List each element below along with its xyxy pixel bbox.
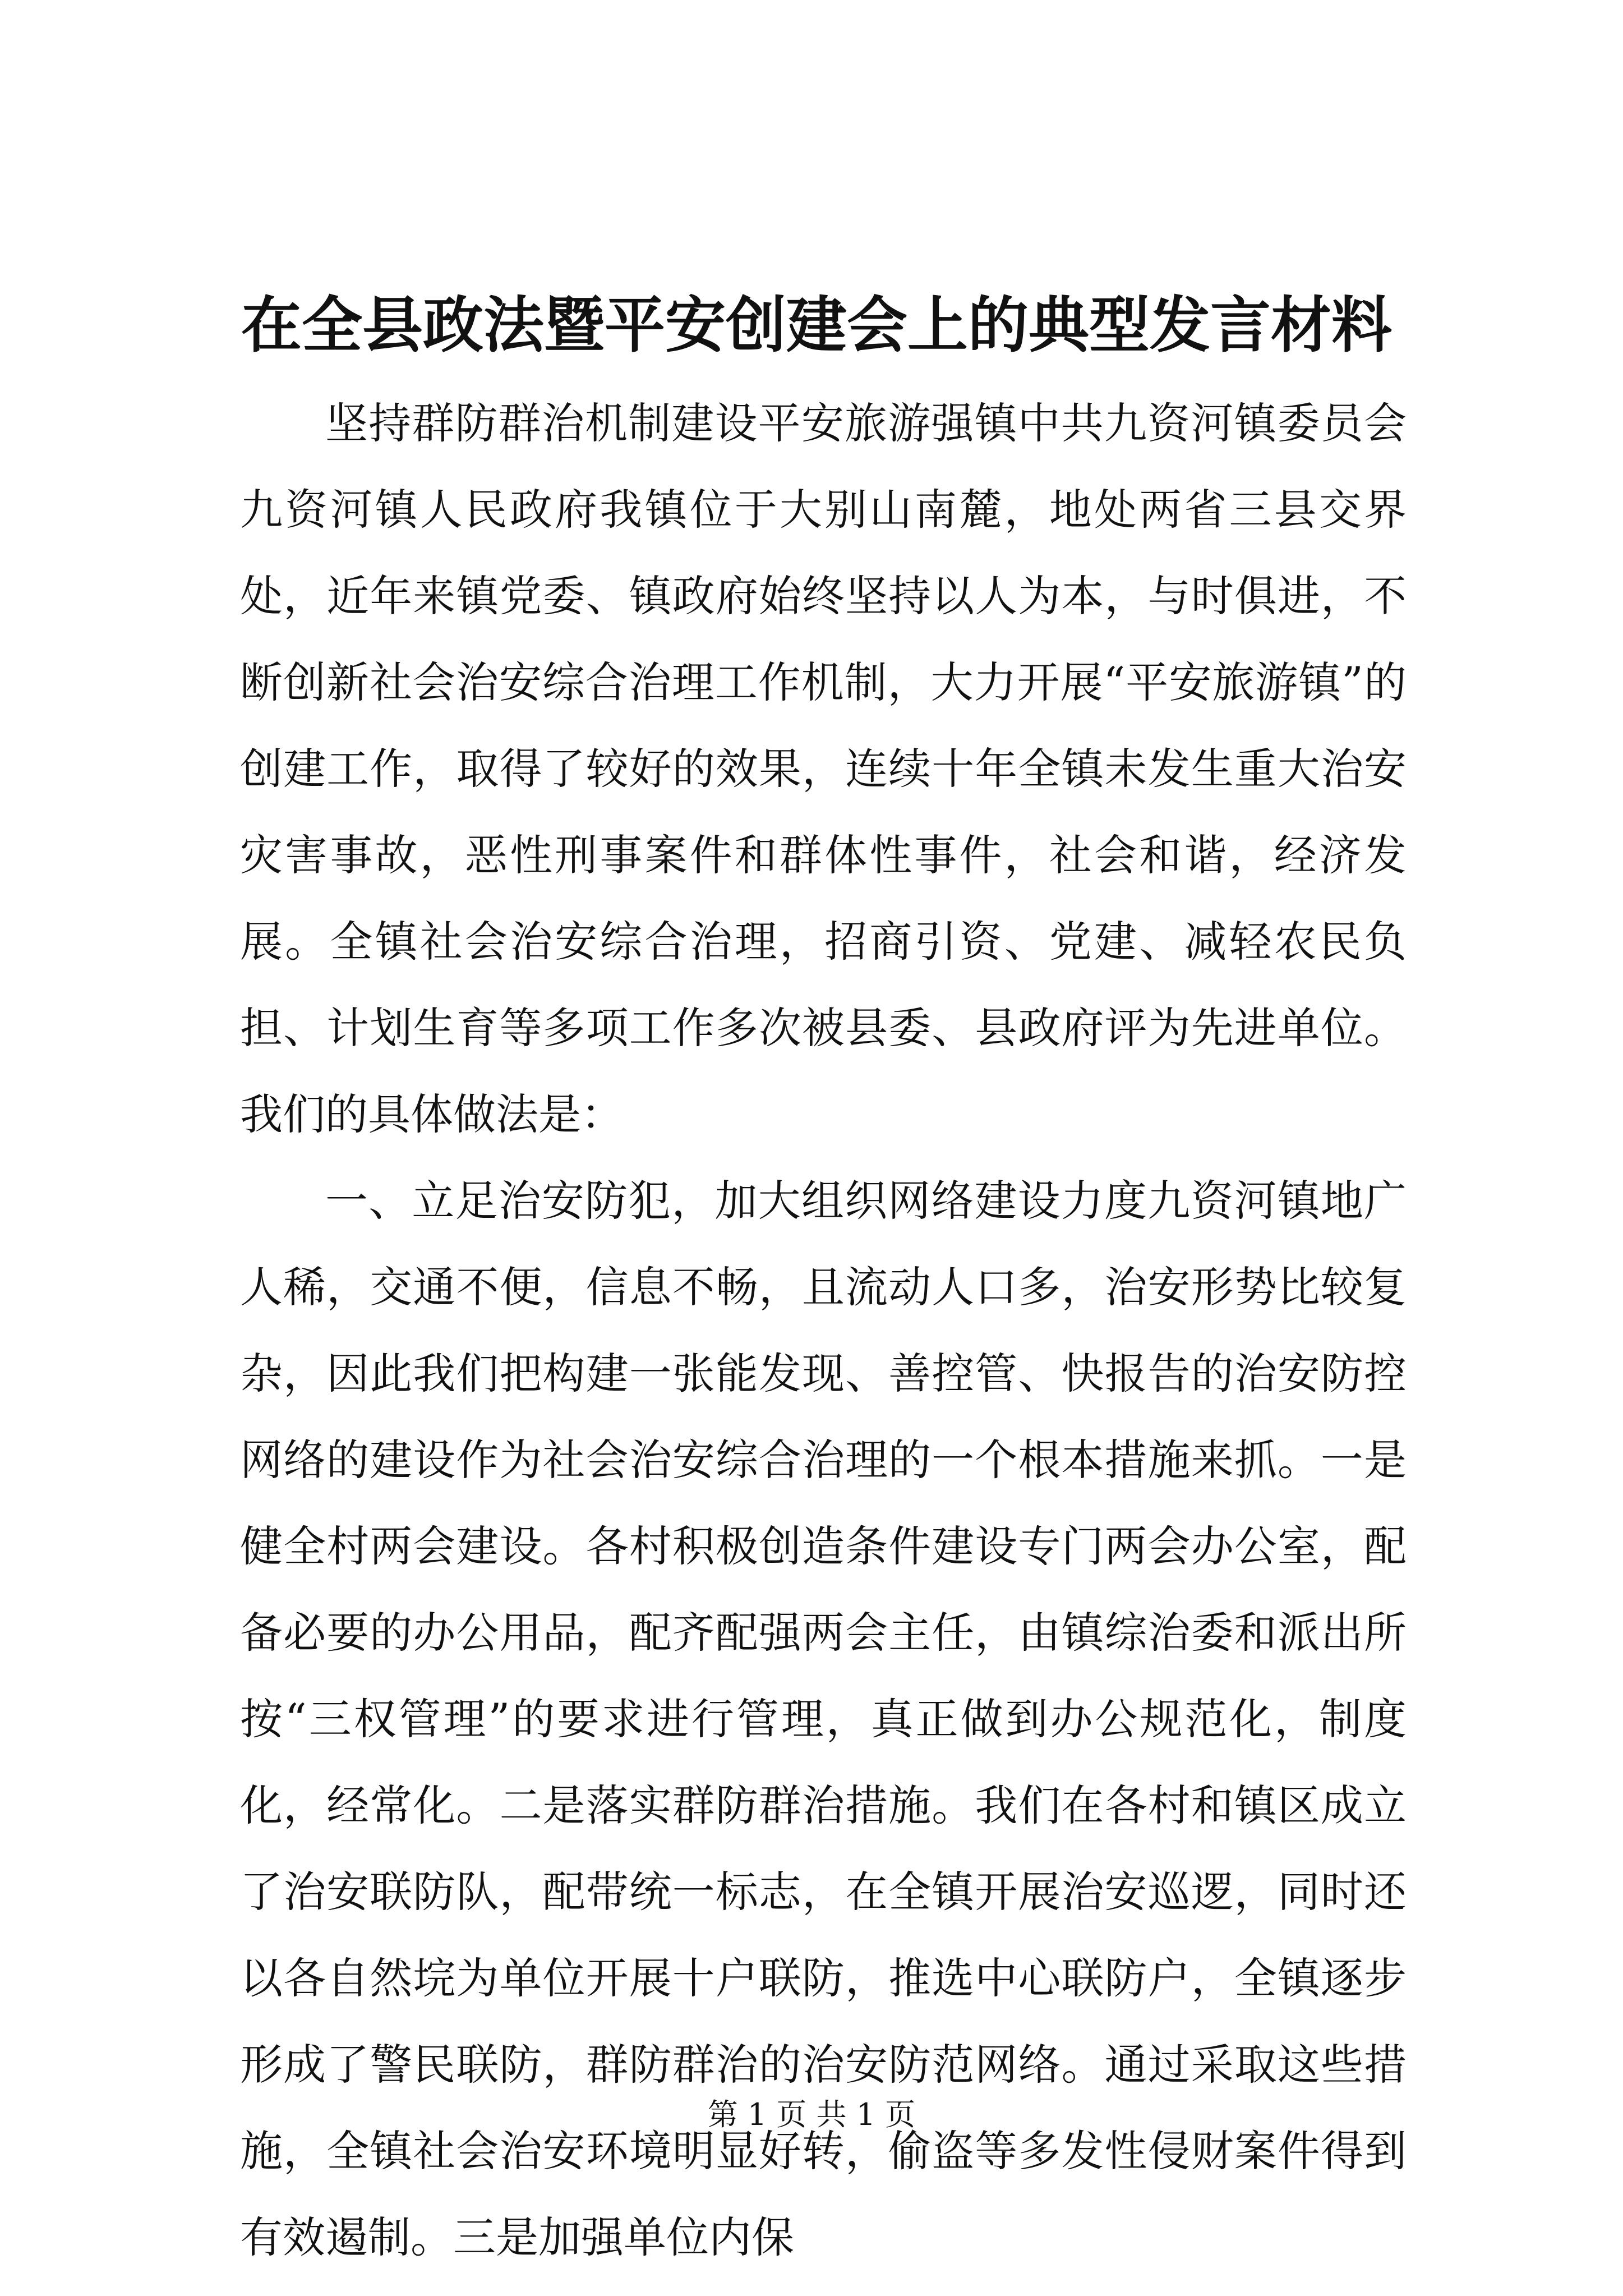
page-footer: 第 1 页 共 1 页 (707, 2097, 916, 2132)
paragraph-intro: 坚持群防群治机制建设平安旅游强镇中共九资河镇委员会九资河镇人民政府我镇位于大别山南麓，地处两省三县交界处，近年来镇党委、镇政府始终坚持以人为本，与时俱进，不断创新社会治安综合治理工作机制，大力开展“平安旅游镇”的创建工作，取得了较好的效果，连续十年全镇未发生重大治安灾害事故，恶性刑事案件和群体性事件，社会和谐，经济发展。全镇社会治安综合治理，招商引资、党建、减轻农民负担、计划生育等多项工作多次被县委、县政府评为先进单位。我们的具体做法是： (240, 398, 1407, 1139)
paragraph-section-one: 一、立足治安防犯，加大组织网络建设力度九资河镇地广人稀，交通不便，信息不畅，且流动人口多，治安形势比较复杂，因此我们把构建一张能发现、善控管、快报告的治安防控网络的建设作为社会治安综合治理的一个根本措施来抓。一是健全村两会建设。各村积极创造条件建设专门两会办公室，配备必要的办公用品，配齐配强两会主任，由镇综治委和派出所按“三权管理”的要求进行管理，真正做到办公规范化，制度化，经常化。二是落实群防群治措施。我们在各村和镇区成立了治安联防队，配带统一标志，在全镇开展治安巡逻，同时还以各自然垸为单位开展十户联防，推选中心联防户，全镇逐步形成了警民联防，群防群治的治安防范网络。通过采取这些措施，全镇社会治安环境明显好转，偷盗等多发性侵财案件得到有效遏制。三是加强单位内保 (240, 1176, 1407, 2262)
document-body (240, 380, 1407, 2281)
document-title: 在全县政法暨平安创建会上的典型发言材料 (241, 290, 1393, 361)
